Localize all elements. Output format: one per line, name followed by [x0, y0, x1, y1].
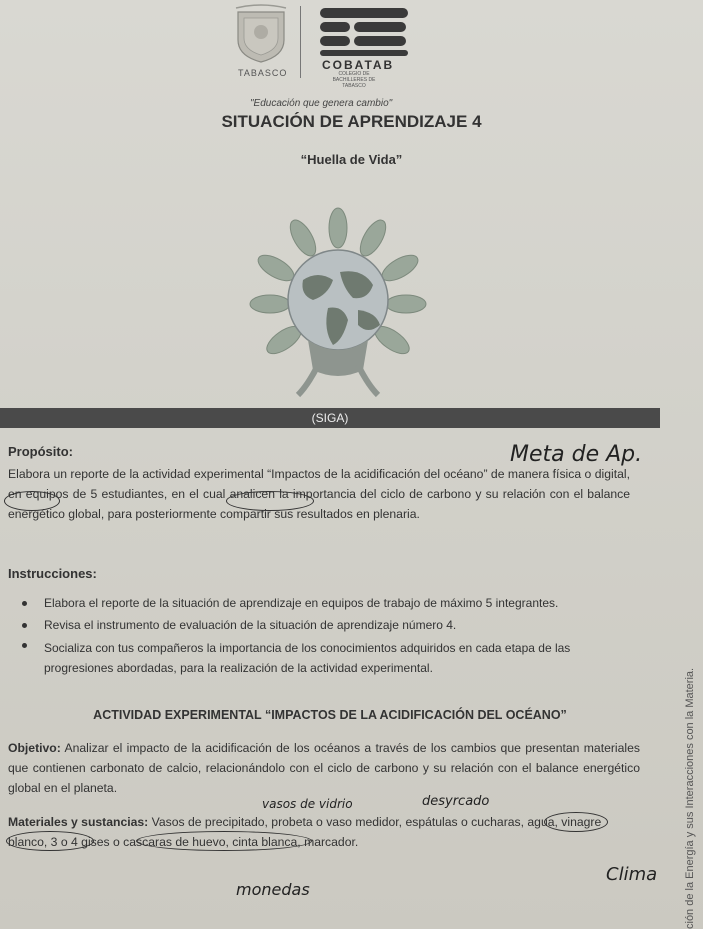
bullet-icon	[22, 623, 27, 628]
handwritten-circle	[136, 831, 312, 851]
proposito-text: Elabora un reporte de la actividad experimental “Impactos de la acidificación del océano” de manera física o digital, en equipos de 5 estudiantes, en el cual analicen la importancia del ciclo de carbono y su relación con el balance energético global, para posteriormente compartir sus resultados en plenaria.	[8, 467, 630, 521]
margin-text: ción de la Energía y sus Interacciones con la Materia.	[684, 667, 696, 929]
tabasco-emblem-icon	[232, 4, 290, 64]
objetivo-paragraph	[8, 738, 640, 798]
activity-heading: ACTIVIDAD EXPERIMENTAL “IMPACTOS DE LA ACIDIFICACIÓN DEL OCÉANO”	[93, 708, 567, 722]
bullet-icon	[22, 643, 27, 648]
handwritten-circle	[226, 491, 314, 511]
margin-vertical-text	[672, 600, 696, 929]
list-item: Socializa con tus compañeros la importancia de los conocimientos adquiridos en cada etapa de las progresiones abordadas, para la realización de la actividad experimental.	[22, 638, 637, 678]
org-short-name: COBATAB	[322, 58, 395, 72]
list-item: Elabora el reporte de la situación de aprendizaje en equipos de trabajo de máximo 5 integrantes.	[22, 596, 637, 610]
handwritten-circle	[6, 831, 94, 851]
handwritten-note: Clima	[606, 864, 658, 885]
org-full-name: COLEGIO DE BACHILLERES DE TABASCO	[332, 71, 376, 89]
globe-leaves-illustration	[248, 200, 428, 400]
instrucciones-heading: Instrucciones:	[8, 566, 97, 581]
handwritten-note: Meta de Ap.	[510, 442, 643, 467]
header-divider	[300, 6, 301, 78]
handwritten-note: monedas	[236, 880, 310, 899]
page-title: SITUACIÓN DE APRENDIZAJE 4	[221, 112, 482, 131]
handwritten-note: desyrcado	[422, 794, 490, 809]
handwritten-note: vasos de vidrio	[262, 797, 353, 811]
objetivo-label: Objetivo:	[8, 741, 61, 755]
section-banner: (SIGA)	[0, 408, 660, 428]
materiales-label: Materiales y sustancias:	[8, 815, 149, 829]
page-subtitle: “Huella de Vida”	[300, 152, 403, 167]
materiales-text: Vasos de precipitado, probeta o vaso medidor, espátulas o cucharas, agua, vinagre blanco, 3 o 4 gises o cascaras de huevo, cinta blanca, marcador.	[8, 815, 602, 849]
state-name: TABASCO	[238, 68, 288, 78]
list-item: Revisa el instrumento de evaluación de la situación de aprendizaje número 4.	[22, 618, 637, 632]
proposito-heading: Propósito:	[8, 444, 73, 459]
cobatab-logo-icon	[318, 6, 410, 58]
handwritten-circle	[4, 491, 60, 511]
handwritten-circle	[544, 812, 608, 832]
objetivo-text: Analizar el impacto de la acidificación de los océanos a través de los cambios que presentan materiales que contienen carbonato de calcio, relacionándolo con el ciclo de carbono y su relación con el balance energético global en el planeta.	[8, 741, 640, 795]
motto: "Educación que genera cambio"	[250, 98, 393, 109]
bullet-icon	[22, 601, 27, 606]
